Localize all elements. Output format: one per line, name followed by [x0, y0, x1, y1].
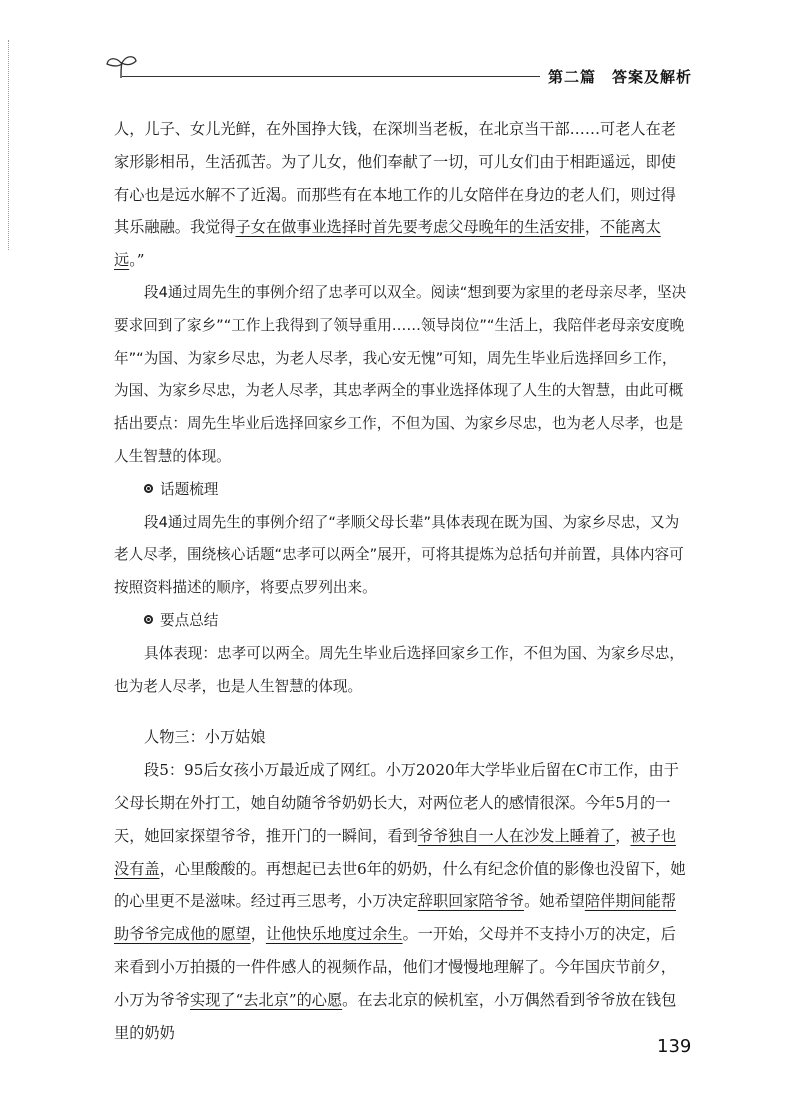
- underlined-phrase: 爷爷独自一人在沙发上睡着了: [417, 826, 616, 845]
- text-run: ，: [584, 218, 600, 237]
- underlined-phrase: 不能离太远: [114, 218, 661, 270]
- summary-paragraph: 具体表现：忠孝可以两全。周先生毕业后选择回家乡工作，不但为国、为家乡尽忠，也为老人尽孝，也是人生智慧的体现。: [114, 644, 684, 695]
- heading-label: 话题梳理: [160, 480, 219, 498]
- spacer: [114, 703, 690, 721]
- heading-label: 要点总结: [160, 611, 219, 629]
- underlined-phrase: 实现了“去北京”的心愿: [189, 990, 343, 1009]
- text-run: 。她希望: [524, 892, 585, 911]
- text-run: 段5：95后女孩小万最近成了网红。小万2020年大学毕业后留在C市工作，由于父母长期在外打工，她自幼随爷爷奶奶长大，对两位老人的感情很深。今年5月的一天，她回家探望爷爷，推开门的一瞬间，看到: [114, 761, 679, 845]
- text-run: 。”: [129, 251, 145, 270]
- underlined-phrase: 辞职回家陪爷爷: [417, 892, 525, 911]
- text-run: ，心里酸酸的。再想起已去世6年的奶奶，什么有纪念价值的影像也没留下，她的心里更不是滋味。经过再三思考，小万决定: [114, 859, 686, 911]
- running-header-title: 第二篇 答案及解析: [548, 68, 693, 86]
- topic-paragraph: 段4通过周先生的事例介绍了“孝顺父母长辈”具体表现在既为国、为家乡尽忠，又为老人尽孝，围绕核心话题“忠孝可以两全”展开，可将其提炼为总括句并前置，具体内容可按照资料描述的顺序，将要点罗列出来。: [114, 513, 684, 597]
- page-number: 139: [657, 1036, 692, 1057]
- text-run: 。在去北京的候机室，小万偶然看到爷爷放在钱包里的奶奶: [114, 990, 677, 1042]
- section-heading-summary: [114, 605, 690, 638]
- section-heading-topic: [114, 474, 690, 507]
- binding-margin-dots: [8, 40, 11, 250]
- text-run: 人，儿子、女儿光鲜，在外国挣大钱，在深圳当老板，在北京当干部……可老人在老家形影相吊，生活孤苦。为了儿女，他们奉献了一切，可儿女们由于相距遥远，即使有心也是远水解不了近渴。而那些有在本地工作的儿女陪伴在身边的老人们，则过得其乐融融。我觉得: [114, 120, 676, 237]
- paragraph-continued: [114, 113, 690, 277]
- underlined-phrase: 子女在做事业选择时首先要考虑父母晚年的生活安排: [235, 218, 585, 237]
- text-run: 。一开始，父母并不支持小万的决定，后来看到小万拍摄的一件件感人的视频作品，他们才慢慢地理解了。今年国庆节前夕，小万为爷爷: [114, 925, 676, 1009]
- bullet-icon: [144, 615, 153, 624]
- underlined-phrase: 让他快乐地度过余生: [265, 925, 403, 944]
- character-heading: 人物三：小万姑娘: [144, 728, 266, 747]
- text-run: ，: [615, 826, 631, 845]
- page-content: [114, 113, 690, 1049]
- text-run: ，: [250, 925, 266, 944]
- bullet-icon: [144, 484, 153, 493]
- material-paragraph: [114, 754, 690, 1049]
- header-rule: [122, 76, 540, 77]
- underlined-phrase: 陪伴期间能帮助爷爷完成他的愿望: [114, 892, 676, 944]
- analysis-paragraph: 段4通过周先生的事例介绍了忠孝可以双全。阅读“想到要为家里的老母亲尽孝，坚决要求回到了家乡”“工作上我得到了领导重用……领导岗位”“生活上，我陪伴老母亲安度晚年”“为国、为家乡尽忠，为老人尽孝，我心安无愧”可知，周先生毕业后选择回乡工作，为国、为家乡尽忠，为老人尽孝，其忠孝两全的事业选择体现了人生的大智慧，由此可概括出要点：周先生毕业后选择回家乡工作，不但为国、为家乡尽忠，也为老人尽孝，也是人生智慧的体现。: [114, 283, 687, 465]
- underlined-phrase: 被子也没有盖: [114, 826, 676, 878]
